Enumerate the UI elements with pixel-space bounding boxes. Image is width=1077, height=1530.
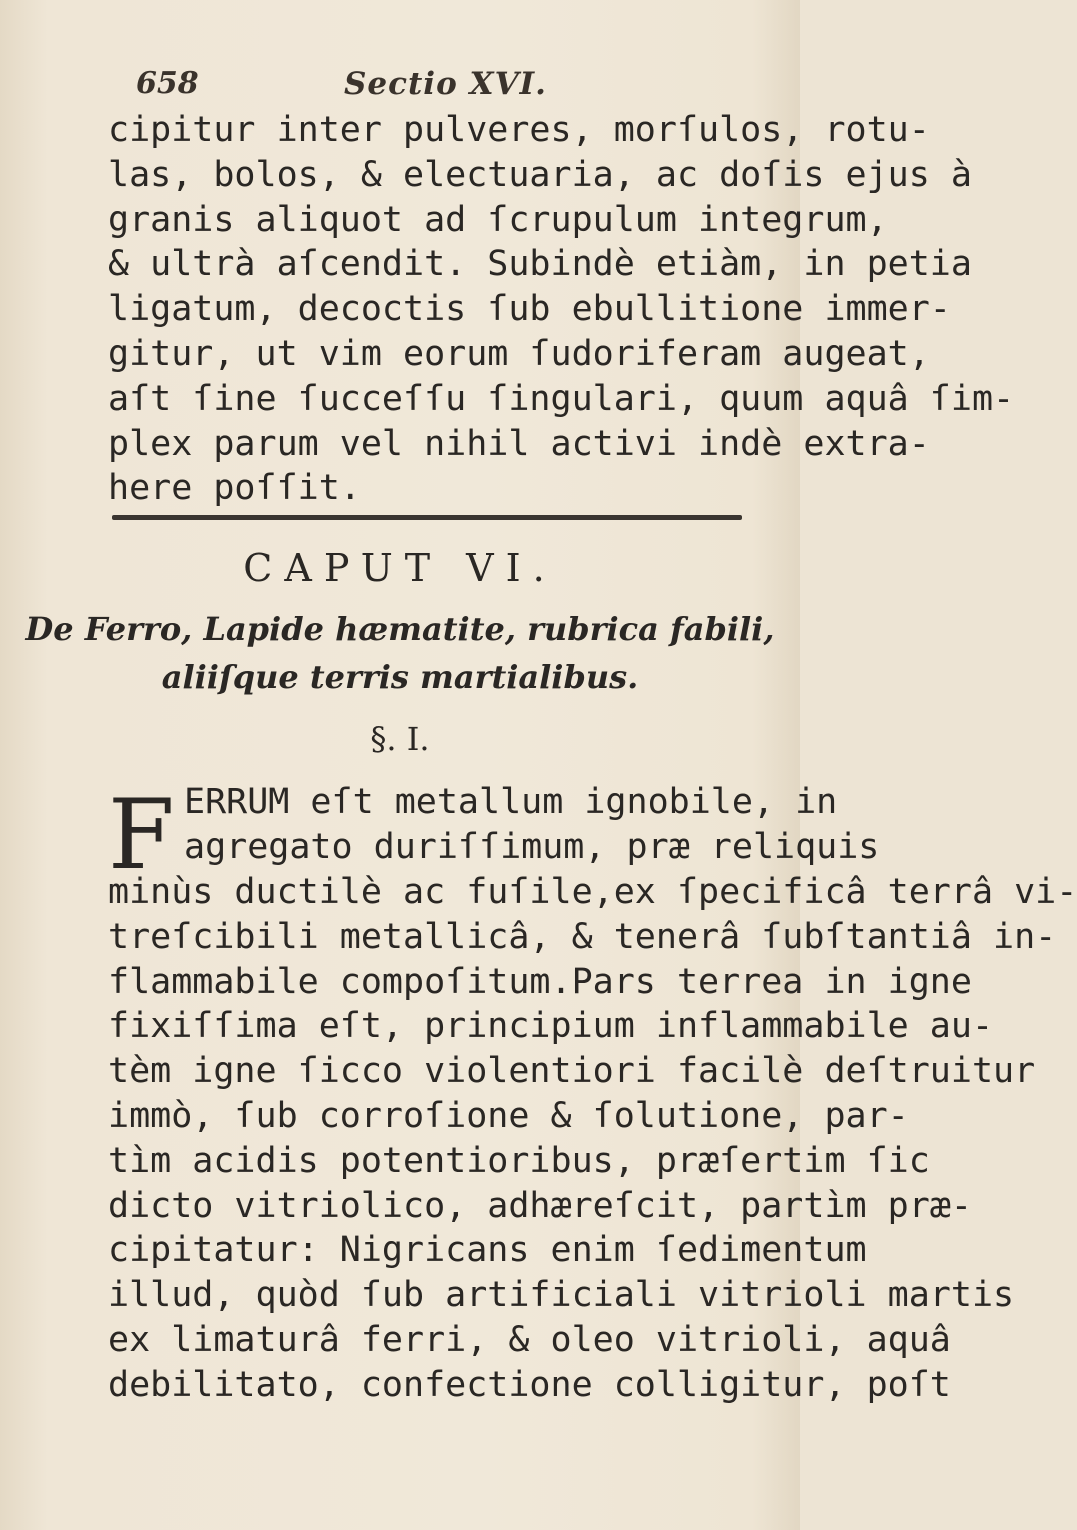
text-line: minùs ductilè ac fuſile,ex ſpecificâ terrâ vi- (108, 872, 1077, 912)
paragraph-continued (108, 108, 1015, 511)
text-line: ligatum, decoctis ſub ebullitione immer- (108, 289, 951, 330)
text-line: debilitato, confectione colligitur, poſt (108, 1364, 951, 1405)
running-head: Sectio XVI. (344, 66, 547, 102)
section-number: §. I. (370, 720, 430, 758)
text-line: immò, ſub corroſione & ſolutione, par- (108, 1095, 909, 1136)
section-divider (112, 515, 742, 520)
text-line: plex parum vel nihil activi indè extra- (108, 423, 930, 464)
text-line: gitur, ut vim eorum ſudoriferam augeat, (108, 333, 930, 374)
text-line: cipitatur: Nigricans enim ſedimentum (108, 1230, 867, 1271)
text-line: dicto vitriolico, adhæreſcit, partìm præ- (108, 1185, 972, 1226)
text-line: cipitur inter pulveres, morſulos, rotu- (108, 110, 930, 150)
text-line: granis aliquot ad ſcrupulum integrum, (108, 199, 888, 240)
text-line: fixiſſima eſt, principium inflammabile au- (108, 1006, 994, 1047)
text-line: ex limaturâ ferri, & oleo vitrioli, aquâ (108, 1319, 951, 1360)
text-line: las, bolos, & electuaria, ac doſis ejus à (108, 154, 972, 195)
text-line: ERRUM eſt metallum ignobile, in (184, 782, 838, 822)
text-line: aſt ſine ſucceſſu ſingulari, quum aquâ ſim- (108, 378, 1015, 419)
page-header (136, 66, 736, 106)
text-line: flammabile compoſitum.Pars terrea in igne (108, 961, 972, 1002)
text-line: treſcibili metallicâ, & tenerâ ſubſtantiâ in- (108, 916, 1057, 957)
drop-cap: F (108, 779, 175, 891)
paragraph-body (108, 870, 1077, 1408)
text-line: illud, quòd ſub artificiali vitrioli martis (108, 1275, 1015, 1316)
chapter-title-line2: aliiſque terris martialibus. (161, 658, 639, 696)
chapter-heading: CAPUT VI. (243, 546, 557, 590)
chapter-title-line1: De Ferro, Lapide hæmatite, rubrica fabili, (25, 610, 775, 648)
text-line: agregato duriſſimum, præ reliquis (184, 826, 880, 867)
page-number: 658 (136, 66, 199, 101)
text-line: & ultrà aſcendit. Subindè etiàm, in petia (108, 244, 972, 285)
text-line: here poſſit. (108, 468, 361, 509)
text-line: tìm acidis potentioribus, præſertim ſic (108, 1140, 930, 1181)
text-line: tèm igne ſicco violentiori facilè deſtruitur (108, 1051, 1036, 1092)
paragraph-opening-lines (184, 780, 880, 870)
